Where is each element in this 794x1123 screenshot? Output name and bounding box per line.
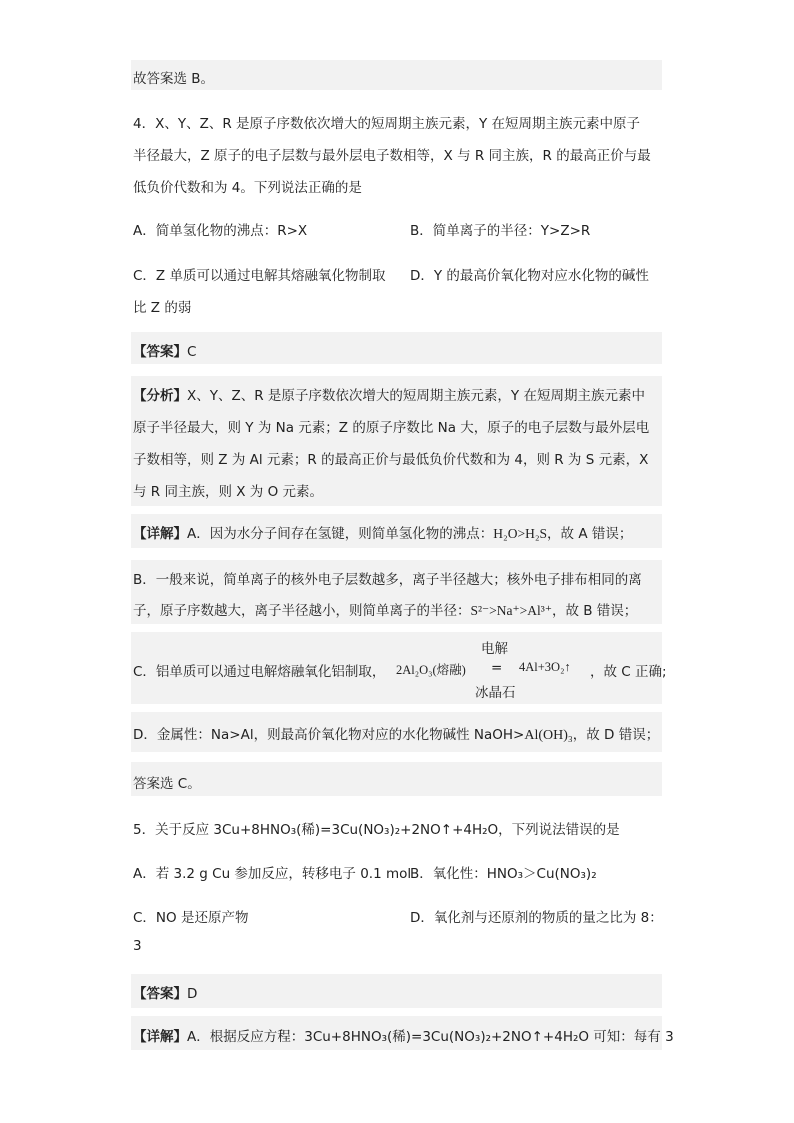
q4-detail-c-text: C．铝单质可以通过电解熔融氧化铝制取， [133,664,386,680]
q5-option-d-line1: D．氧化剂与还原剂的物质的量之比为 8： [410,910,663,926]
detail-b-post: ，故 B 错误； [551,603,638,619]
q4-option-d-line2: 比 Z 的弱 [133,300,192,316]
detail-d-post: ，故 D 错误； [572,727,660,743]
q5-option-c: C．NO 是还原产物 [133,910,249,926]
detail-a-post: ，故 A 错误； [547,526,633,542]
q5-option-d-line2: 3 [133,938,142,954]
q4-detail-b-line1: B．一般来说，简单离子的核外电子层数越多，离子半径越大；核外电子排布相同的离 [133,572,642,588]
detail-c-product: 4Al+3O₂↑ [519,660,571,674]
q4-stem-line2: 半径最大，Z 原子的电子层数与最外层电子数相等，X 与 R 同主族，R 的最高正价与最 [133,148,651,164]
q4-stem-line3: 低负价代数和为 4。下列说法正确的是 [133,180,362,196]
q4-option-a: A．简单氢化物的沸点：R>X [133,223,308,239]
detail-b-text: 子，原子序数越大，离子半径越小，则简单离子的半径： [133,603,471,619]
detail-b-formula: S²⁻>Na⁺>Al³⁺ [470,603,552,618]
q4-conclusion-block [131,762,662,796]
q4-detail-d [133,723,659,744]
detail-c-equals: = [491,660,503,676]
q5-detail-a [133,1025,674,1045]
q4-detail-a [133,522,632,542]
conclusion-prev: 故答案选 B。 [133,71,215,87]
q5-stem: 5．关于反应 3Cu+8HNO₃(稀)=3Cu(NO₃)₂+2NO↑+4H₂O，下列说法错误的是 [133,822,620,838]
analysis-text: X、Y、Z、R 是原子序数依次增大的短周期主族元素，Y 在短周期主族元素中 [187,388,645,404]
q5-option-a: A．若 3.2 g Cu 参加反应，转移电子 0.1 mol [133,866,412,882]
detail-d-formula: Al(OH)₃ [524,728,573,743]
q4-detail-b-line2 [133,599,637,619]
detail-a-formula: H₂O>H₂S [493,526,548,541]
answer-value: D [187,986,198,1002]
q4-option-b: B．简单离子的半径：Y>Z>R [410,223,591,239]
answer-value: C [187,344,197,360]
answer-tag: 【答案】 [133,986,187,1002]
q4-analysis-line4: 与 R 同主族，则 X 为 O 元素。 [133,484,324,500]
q4-analysis-line3: 子数相等，则 Z 为 Al 元素；R 的最高正价与最低负价代数和为 4，则 R 为 S 元素，X [133,452,649,468]
q5-answer-block [131,974,662,1008]
answer-tag: 【答案】 [133,344,187,360]
detail-d-text: D．金属性：Na>Al，则最高价氧化物对应的水化物碱性 NaOH> [133,727,525,743]
detail-a-text: A．因为水分子间存在氢键，则简单氢化物的沸点： [187,526,494,542]
detail-c-post: ，故 C 正确; [590,664,667,680]
detail-c-condition-bottom: 冰晶石 [475,685,516,701]
q4-option-d-line1: D．Y 的最高价氧化物对应水化物的碱性 [410,268,649,284]
analysis-tag: 【分析】 [133,388,187,404]
detail-tag: 【详解】 [133,1029,187,1045]
q4-analysis-line1 [133,384,645,404]
detail-a-text: A．根据反应方程：3Cu+8HNO₃(稀)=3Cu(NO₃)₂+2NO↑+4H₂O 可知：每有 3 [187,1029,674,1045]
q5-option-b: B．氧化性：HNO₃＞Cu(NO₃)₂ [410,866,597,882]
q4-analysis-line2: 原子半径最大，则 Y 为 Na 元素；Z 的原子序数比 Na 大，原子的电子层数与最外层电 [133,420,650,436]
detail-c-condition-top: 电解 [481,641,508,657]
q4-stem-line1: 4．X、Y、Z、R 是原子序数依次增大的短周期主族元素，Y 在短周期主族元素中原子 [133,116,641,132]
detail-tag: 【详解】 [133,526,187,542]
q4-conclusion: 答案选 C。 [133,776,201,792]
q4-option-c: C．Z 单质可以通过电解其熔融氧化物制取 [133,268,386,284]
detail-c-reactant: 2Al₂O₃(熔融) [396,663,466,677]
q5-answer [133,982,197,1002]
q4-answer [133,340,196,360]
q4-answer-block [131,332,662,364]
